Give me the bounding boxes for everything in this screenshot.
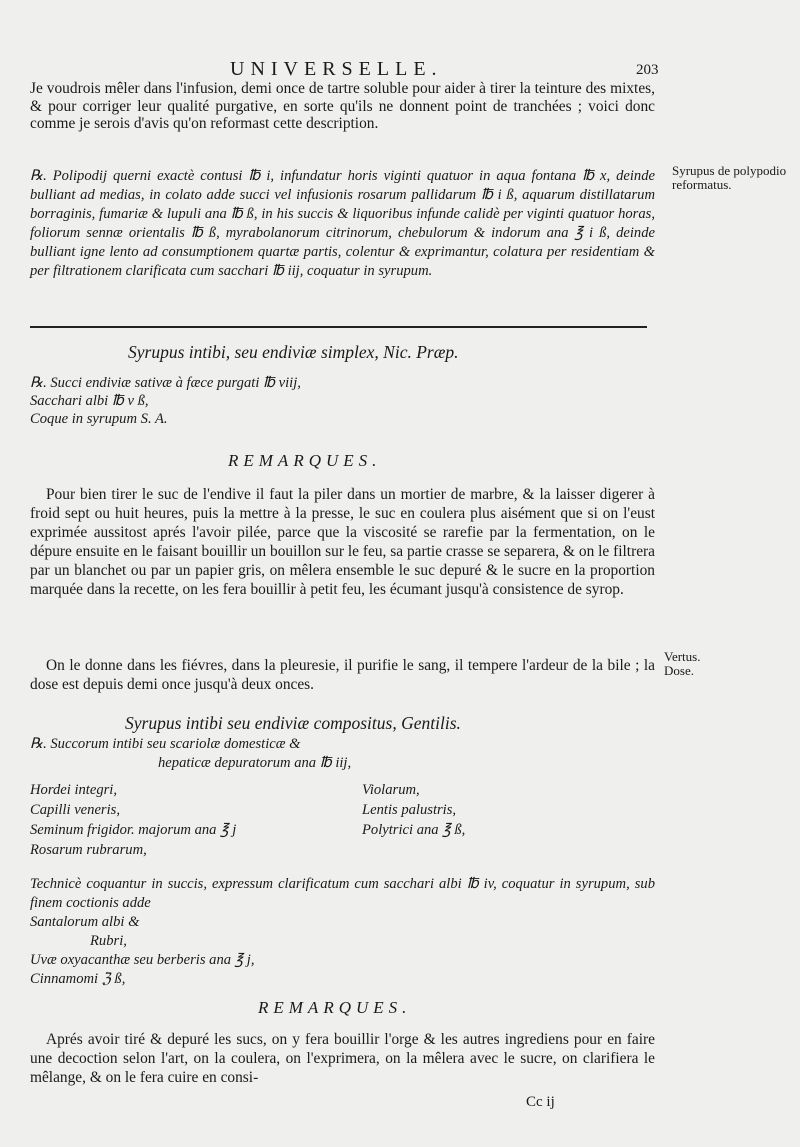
section-divider: [30, 326, 647, 328]
section2-recipe: [30, 735, 660, 860]
recipe-line: Santalorum albi &: [30, 914, 140, 930]
ingredient-item: [362, 841, 652, 860]
page-header: [0, 58, 800, 82]
intro-paragraph: Je voudrois mêler dans l'infusion, demi once de tartre soluble pour aider à tirer la teinture des mixtes, & pour corriger leur qualité purgative, en sorte qu'ils ne donnent point de tranchées ; voici donc comme je serois d'avis qu'on reformast cette description.: [30, 80, 655, 133]
recipe-line: Coque in syrupum S. A.: [30, 411, 168, 427]
section1-title: Syrupus intibi, seu endiviæ simplex, Nic. Præp.: [128, 342, 459, 362]
recipe-line: Uvæ oxyacanthæ seu berberis ana ℥ j,: [30, 952, 255, 968]
ingredient-item: Seminum frigidor. majorum ana ℥ j: [30, 822, 237, 838]
recipe-line: ℞. Succorum intibi seu scariolæ domesticæ &: [30, 736, 301, 752]
technice-text: Technicè coquantur in succis, expressum clarificatum cum sacchari albi ℔ iv, coquatur in syrupum, sub finem coctionis adde: [30, 876, 655, 911]
section2-title: Syrupus intibi seu endiviæ compositus, Gentilis.: [125, 713, 461, 733]
section1-paragraph1: Pour bien tirer le suc de l'endive il faut la piler dans un mortier de marbre, & la laisser digerer à froid sept ou huit heures, puis la mettre à la presse, le suc en coulera plus aisément que si on l'eust exprimée aussitost aprés l'avoir pilée, parce que la viscosité se rarefie par la fermentation, on le dépure ensuite en le faisant bouillir un bouillon sur le feu, sa partie crasse se separera, & on le filtrera par un blanchet ou par un papier gris, on mêlera ensemble le suc depuré & le sucre en la proportion marquée dans la recette, on les fera bouillir à petit feu, les écumant jusqu'à consistence de syrop.: [30, 486, 655, 598]
remarques-heading: REMARQUES.: [228, 451, 382, 470]
margin-note-syrupus: Syrupus de polypodio reformatus.: [672, 163, 787, 192]
section1-paragraph2: On le donne dans les fiévres, dans la pleuresie, il purifie le sang, il tempere l'ardeur de la bile ; la dose est depuis demi once jusqu'à deux onces.: [30, 657, 655, 693]
ingredient-item: Rosarum rubrarum,: [30, 842, 147, 858]
polypody-formula: ℞. Polipodij querni exactè contusi ℔ i, infundatur horis viginti quatuor in aqua fontana ℔ x, deinde bulliant ad medias, in colato adde succi vel infusionis rosarum pallidarum ℔ i ß, aquarum distillatarum borraginis, fumariæ & lupuli ana ℔ ß, in his succis & liquoribus infunde calidè per viginti quatuor horas, foliorum sennæ orientalis ℔ ß, myrabolanorum citrinorum, chebulorum & indorum ana ℥ i ß, deinde bulliant igne lento ad consumptionem quartæ partis, colentur & exprimantur, colatura per residentiam & per filtrationem clarificata cum sacchari ℔ iij, coquatur in syrupum.: [30, 168, 655, 279]
recipe-line: Sacchari albi ℔ v ß,: [30, 393, 149, 409]
section2-paragraph: Aprés avoir tiré & depuré les sucs, on y fera bouillir l'orge & les autres ingrediens pour en faire une decoction selon l'art, on la coulera, on l'exprimera, on la mêlera avec le sucre, on clarifiera le mêlange, & on le fera cuire en consi-: [30, 1031, 655, 1086]
section2-technice: [30, 875, 655, 989]
ingredient-item: Hordei integri,: [30, 782, 118, 798]
ingredient-item: Capilli veneris,: [30, 802, 120, 818]
running-head: UNIVERSELLE.: [230, 58, 443, 80]
recipe-line: Cinnamomi ℨ ß,: [30, 971, 126, 987]
recipe-line: hepaticæ depuratorum ana ℔ iij,: [158, 755, 352, 771]
ingredient-grid: [30, 781, 660, 860]
signature-mark: Cc ij: [526, 1094, 555, 1110]
recipe-line: ℞. Succi endiviæ sativæ à fæce purgati ℔ viij,: [30, 375, 301, 391]
ingredient-item: Violarum,: [362, 782, 420, 798]
margin-note-vertus-dose: [664, 650, 744, 678]
page-number: 203: [636, 62, 659, 78]
margin-note-vertus: Vertus.: [664, 649, 701, 664]
margin-note-dose: Dose.: [664, 663, 694, 678]
recipe-line: Rubri,: [90, 933, 127, 949]
ingredient-item: Lentis palustris,: [362, 802, 457, 818]
section1-recipe: [30, 374, 301, 428]
remarques-heading: REMARQUES.: [258, 998, 412, 1017]
ingredient-item: Polytrici ana ℥ ß,: [362, 822, 466, 838]
